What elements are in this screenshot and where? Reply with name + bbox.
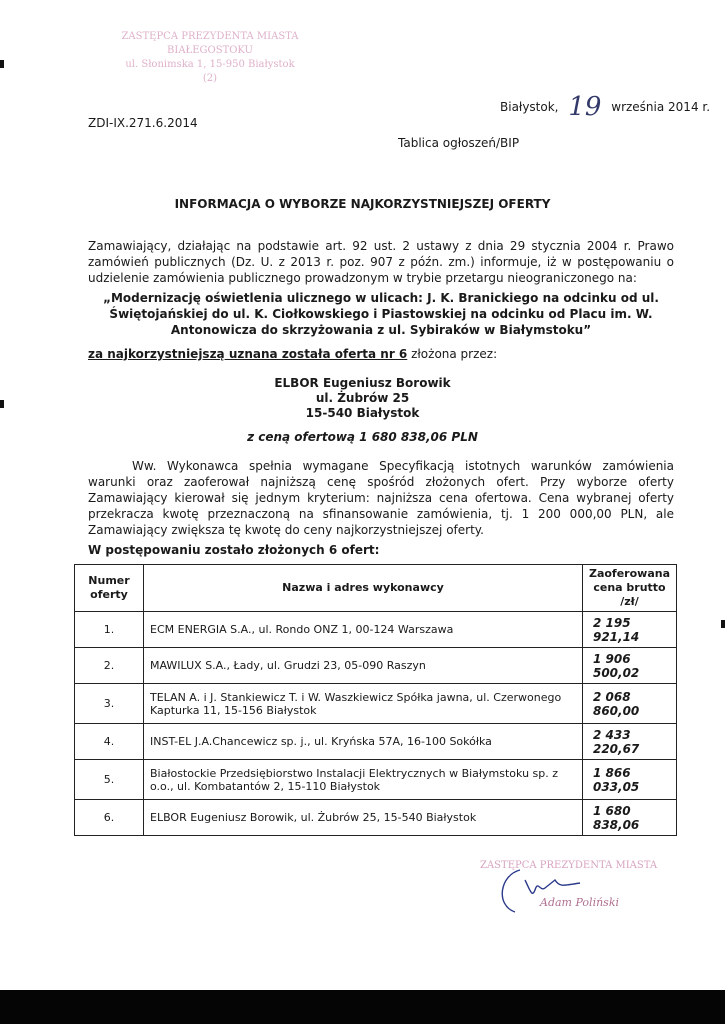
scan-mark xyxy=(0,400,4,408)
stamp-line: ul. Słonimska 1, 15-950 Białystok xyxy=(125,59,295,70)
offer-price-cell: 1 866 033,05 xyxy=(582,760,676,800)
offer-price-cell: 2 068 860,00 xyxy=(582,684,676,724)
table-row xyxy=(75,760,677,800)
offer-price-cell: 1 906 500,02 xyxy=(582,648,676,684)
official-stamp-top xyxy=(100,30,320,86)
document-title: INFORMACJA O WYBORZE NAJKORZYSTNIEJSZEJ OFERTY xyxy=(174,197,551,211)
month-year: września 2014 r. xyxy=(611,100,711,114)
scan-mark xyxy=(0,60,4,68)
offers-table xyxy=(74,564,677,836)
stamp-line: BIAŁEGOSTOKU xyxy=(167,45,253,56)
winner-name: ELBOR Eugeniusz Borowik xyxy=(274,376,451,390)
handwritten-day: 19 xyxy=(568,92,602,122)
contractor: ELBOR Eugeniusz Borowik, ul. Żubrów 25, 15-540 Białystok xyxy=(144,800,583,836)
header-price: Zaoferowana cena brutto /zł/ xyxy=(582,565,676,612)
stamp-line: (2) xyxy=(202,73,218,84)
contractor: Białostockie Przedsiębiorstwo Instalacji Elektrycznych w Białymstoku sp. z o.o., ul. Kombatantów 2, 15-110 Białystok xyxy=(144,760,583,800)
offer-price-cell: 1 680 838,06 xyxy=(582,800,676,836)
table-row xyxy=(75,800,677,836)
project-name: „Modernizację oświetlenia ulicznego w ulicach: J. K. Branickiego na odcinku od ul. Świętojańskiej do ul. K. Ciołkowskiego i Piastowskiej na odcinku od Placu im. W. Antonowicza do skrzyżowania z ul. Sybiraków w Białymstoku” xyxy=(103,291,659,337)
award-bold: za najkorzystniejszą uznana została oferta nr 6 xyxy=(88,347,408,361)
intro-paragraph: Zamawiający, działając na podstawie art. 92 ust. 2 ustawy z dnia 29 stycznia 2004 r. Prawo zamówień publicznych (Dz. U. z 2013 r. poz. 907 z późn. zm.) informuje, iż w postępowaniu o udzielenie zamówienia publicznego prowadzonym w trybie przetargu nieograniczonego na: xyxy=(88,239,674,285)
offer-number: 1. xyxy=(75,612,144,648)
contractor: INST-EL J.A.Chancewicz sp. j., ul. Kryńska 57A, 16-100 Sokółka xyxy=(144,724,583,760)
header-offer-number: Numer oferty xyxy=(75,565,144,612)
table-row xyxy=(75,684,677,724)
offer-number: 2. xyxy=(75,648,144,684)
city: Białystok, xyxy=(500,100,559,114)
justification-paragraph: Ww. Wykonawca spełnia wymagane Specyfikacją istotnych warunków zamówienia warunki oraz zaoferował najniższą cenę spośród złożonych ofert. Przy wyborze oferty Zamawiający kierował się jednym kryterium: najniższa cena ofertowa. Cena wybranej oferty przekracza kwotę przeznaczoną na sfinansowanie zamówienia, tj. 1 200 000,00 PLN, ale Zamawiający zwiększa tę kwotę do ceny najkorzystniejszej oferty. xyxy=(88,459,674,537)
table-row xyxy=(75,724,677,760)
offer-number: 5. xyxy=(75,760,144,800)
offer-price-cell: 2 433 220,67 xyxy=(582,724,676,760)
signatory-name: Adam Poliński xyxy=(540,896,619,909)
offer-price-cell: 2 195 921,14 xyxy=(582,612,676,648)
signature-stamp: ZASTĘPCA PREZYDENTA MIASTA xyxy=(480,860,658,871)
contractor: TELAN A. i J. Stankiewicz T. i W. Waszkiewicz Spółka jawna, ul. Czerwonego Kapturka 11, 15-156 Białystok xyxy=(144,684,583,724)
winner-street: ul. Żubrów 25 xyxy=(315,391,410,405)
table-header-row xyxy=(75,565,677,612)
scan-mark xyxy=(721,620,725,628)
place-date xyxy=(500,92,710,122)
offer-number: 6. xyxy=(75,800,144,836)
scan-bottom-edge xyxy=(0,990,725,1024)
offer-number: 4. xyxy=(75,724,144,760)
header-contractor: Nazwa i adres wykonawcy xyxy=(144,565,583,612)
table-row xyxy=(75,648,677,684)
contractor: ECM ENERGIA S.A., ul. Rondo ONZ 1, 00-124 Warszawa xyxy=(144,612,583,648)
winner-address xyxy=(0,376,725,421)
reference-number: ZDI-IX.271.6.2014 xyxy=(88,116,198,130)
winner-city: 15-540 Białystok xyxy=(305,406,420,420)
stamp-line: ZASTĘPCA PREZYDENTA MIASTA xyxy=(121,31,299,42)
offer-price: z ceną ofertową 1 680 838,06 PLN xyxy=(247,430,478,444)
table-row xyxy=(75,612,677,648)
offers-heading: W postępowaniu zostało złożonych 6 ofert: xyxy=(88,543,380,557)
offer-number: 3. xyxy=(75,684,144,724)
award-statement xyxy=(88,347,497,361)
notice-board: Tablica ogłoszeń/BIP xyxy=(398,136,520,150)
contractor: MAWILUX S.A., Łady, ul. Grudzi 23, 05-090 Raszyn xyxy=(144,648,583,684)
award-rest: złożona przez: xyxy=(407,347,498,361)
handwritten-signature-icon xyxy=(480,850,680,920)
